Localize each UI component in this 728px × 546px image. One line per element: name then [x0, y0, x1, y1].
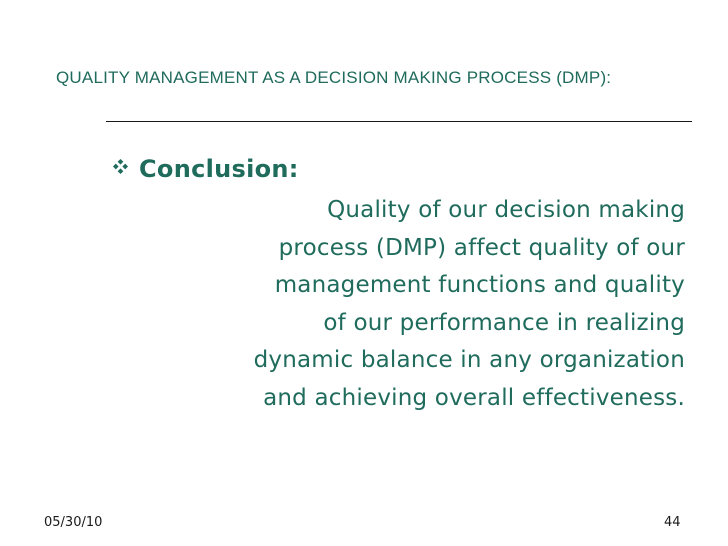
bullet-item: [113, 154, 299, 184]
body-line: Quality of our decision making: [327, 197, 685, 223]
body-line: and achieving overall effectiveness.: [263, 384, 685, 411]
diamond-bullet-icon: [113, 154, 139, 184]
body-line: dynamic balance in any organization: [253, 347, 685, 373]
title-divider: [106, 121, 692, 122]
conclusion-body: [140, 192, 685, 417]
footer-date: 05/30/10: [44, 515, 103, 530]
conclusion-heading: Conclusion:: [139, 155, 299, 183]
body-line: process (DMP) affect quality of our: [278, 234, 685, 261]
slide-title: QUALITY MANAGEMENT AS A DECISION MAKING PROCESS (DMP):: [56, 68, 612, 87]
page-number: 44: [664, 515, 681, 530]
body-line: of our performance in realizing: [323, 309, 685, 336]
body-line: management functions and quality: [274, 272, 685, 298]
